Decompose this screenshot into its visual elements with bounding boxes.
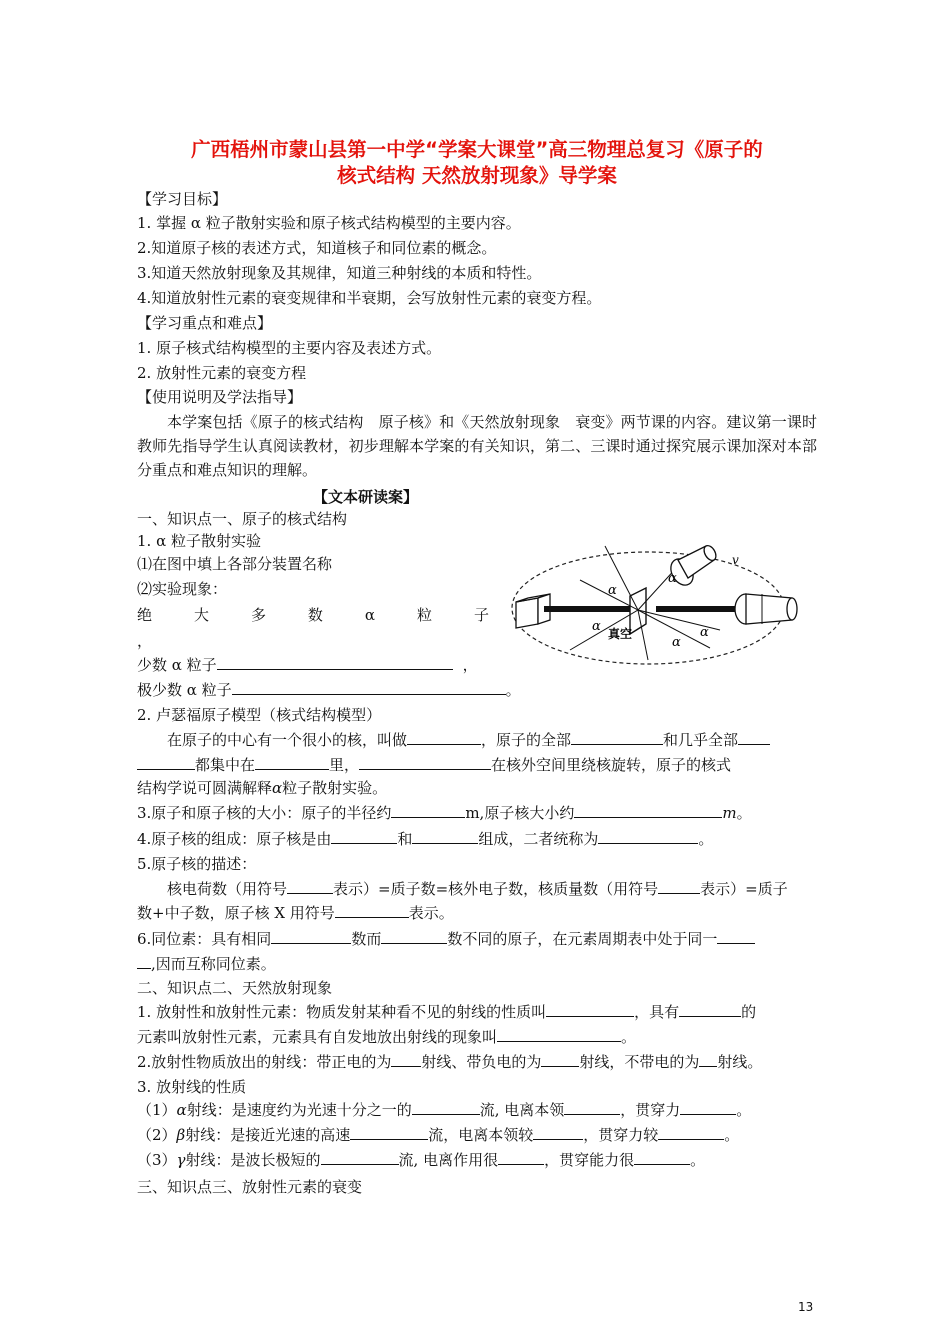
alpha-label: α xyxy=(592,619,601,634)
text: ，贯穿力较 xyxy=(583,1126,659,1144)
text: 和几乎全部 xyxy=(663,731,739,749)
fill-blank[interactable] xyxy=(335,902,409,918)
text: 1. 放射性和放射性元素：物质发射某种看不见的射线的性质叫 xyxy=(137,1003,547,1021)
fill-blank[interactable] xyxy=(381,928,447,944)
transmitted-beam xyxy=(656,606,736,612)
fill-blank[interactable] xyxy=(634,1149,690,1165)
text: 粒子散射实验。 xyxy=(282,779,388,797)
text: 。 xyxy=(698,830,714,848)
fill-blank[interactable] xyxy=(321,1149,399,1165)
text: 。 xyxy=(736,1101,752,1119)
fill-blank[interactable] xyxy=(564,1099,620,1115)
fill-blank[interactable] xyxy=(137,953,151,969)
fill-blank[interactable] xyxy=(533,1124,583,1140)
rutherford-line3 xyxy=(137,777,387,799)
text: 。 xyxy=(724,1126,740,1144)
key-point-2: 2. 放射性元素的衰变方程 xyxy=(137,364,307,382)
few-label: 少数 α 粒子 xyxy=(137,656,217,674)
item5-line1 xyxy=(167,878,788,900)
section1-item5: 5.原子核的描述： xyxy=(137,855,257,873)
fill-blank[interactable] xyxy=(350,1124,428,1140)
section1-item3 xyxy=(137,802,752,824)
text: 表示。 xyxy=(408,904,454,922)
fill-blank[interactable] xyxy=(541,1051,579,1067)
text: 在原子的中心有一个很小的核，叫做 xyxy=(167,731,408,749)
page-number: 13 xyxy=(798,1300,814,1314)
spread-word: 数 xyxy=(307,606,323,624)
key-point-1: 1. 原子核式结构模型的主要内容及表述方式。 xyxy=(137,339,442,357)
item5-line2 xyxy=(137,902,454,924)
goal-item-2: 2.知道原子核的表述方式，知道核子和同位素的概念。 xyxy=(137,239,497,257)
text: 数+中子数，原子核 X 用符号 xyxy=(137,904,335,922)
text: 表示）=质子数=核外电子数，核质量数（用符号 xyxy=(333,880,659,898)
text: 。 xyxy=(690,1151,706,1169)
text: m,原子核大小约 xyxy=(465,804,575,822)
fill-blank[interactable] xyxy=(717,928,755,944)
alpha-label: α xyxy=(608,583,617,598)
spread-word: 大 xyxy=(193,606,209,624)
rutherford-line2 xyxy=(137,754,731,776)
section2-item3: 3. 放射线的性质 xyxy=(137,1078,247,1096)
fill-blank[interactable] xyxy=(498,1149,544,1165)
fill-blank[interactable] xyxy=(680,1099,736,1115)
text: 结构学说可圆满解释 xyxy=(137,779,273,797)
text: （3） xyxy=(137,1151,177,1169)
fill-blank[interactable] xyxy=(391,802,465,818)
text: ，原子的全部 xyxy=(481,731,572,749)
fill-blank[interactable] xyxy=(232,679,506,695)
text: 组成，二者统称为 xyxy=(478,830,599,848)
text: 流, 电离作用很 xyxy=(398,1151,499,1169)
document-title-line2: 核式结构 天然放射现象》导学案 xyxy=(337,164,617,187)
alpha-symbol: α xyxy=(272,779,283,797)
section1-item2: 2. 卢瑟福原子模型（核式结构模型） xyxy=(137,706,382,724)
item6-line2 xyxy=(137,953,276,975)
alpha-label: α xyxy=(668,571,677,586)
text: 射线。 xyxy=(717,1053,763,1071)
text: 的 xyxy=(741,1003,757,1021)
reading-heading: 【文本研读案】 xyxy=(313,488,419,506)
text: 流, 电离本领 xyxy=(479,1101,565,1119)
alpha-symbol: α xyxy=(176,1101,187,1119)
text: （2） xyxy=(137,1126,177,1144)
section1-item1a: ⑴在图中填上各部分装置名称 xyxy=(137,555,333,573)
beta-ray-line xyxy=(137,1124,739,1146)
spread-comma: ， xyxy=(137,632,153,650)
text: 射线：是速度约为光速十分之一的 xyxy=(186,1101,412,1119)
section1-item1b: ⑵实验现象： xyxy=(137,580,228,598)
fill-blank[interactable] xyxy=(391,1051,421,1067)
fill-blank[interactable] xyxy=(412,828,478,844)
period: 。 xyxy=(505,681,521,699)
text: 6.同位素：具有相同 xyxy=(137,930,272,948)
text: 。 xyxy=(621,1028,637,1046)
microscope-detector-right xyxy=(735,594,797,624)
fill-blank[interactable] xyxy=(546,1001,634,1017)
fill-blank[interactable] xyxy=(287,878,333,894)
text: ,因而互称同位素。 xyxy=(151,955,276,973)
document-title-line1: 广西梧州市蒙山县第一中学“学案大课堂”高三物理总复习《原子的 xyxy=(191,138,763,161)
unit-m: m xyxy=(722,804,737,822)
section2-heading: 二、知识点二、天然放射现象 xyxy=(137,979,333,997)
text: 流，电离本领较 xyxy=(428,1126,534,1144)
few-particles-line xyxy=(137,654,478,676)
alpha-scattering-diagram xyxy=(510,538,805,670)
fill-blank[interactable] xyxy=(574,802,722,818)
text: ，贯穿能力很 xyxy=(544,1151,635,1169)
text: 里， xyxy=(329,756,360,774)
text: 2.放射性物质放出的射线：带正电的为 xyxy=(137,1053,392,1071)
text: 表示）=质子 xyxy=(700,880,788,898)
section2-item2 xyxy=(137,1051,762,1073)
text: ，贯穿力 xyxy=(620,1101,681,1119)
text: 元素叫放射性元素，元素具有自发地放出射线的现象叫 xyxy=(137,1028,498,1046)
velocity-label: v xyxy=(732,553,739,567)
text: 和 xyxy=(397,830,413,848)
fill-blank[interactable] xyxy=(412,1099,480,1115)
text: ，具有 xyxy=(634,1003,680,1021)
alpha-label: α xyxy=(700,625,709,640)
vacuum-label: 真空 xyxy=(608,627,633,641)
alpha-label: α xyxy=(672,635,681,650)
section3-heading: 三、知识点三、放射性元素的衰变 xyxy=(137,1178,363,1196)
text: 射线：是波长极短的 xyxy=(185,1151,321,1169)
comma: ， xyxy=(462,656,478,674)
section2-item1-line2 xyxy=(137,1026,636,1048)
goal-item-1: 1. 掌握 α 粒子散射实验和原子核式结构模型的主要内容。 xyxy=(137,214,521,232)
section1-item4 xyxy=(137,828,713,850)
fill-blank[interactable] xyxy=(359,754,491,770)
fill-blank[interactable] xyxy=(571,729,663,745)
spread-word: 子 xyxy=(473,606,489,624)
section1-item1: 1. α 粒子散射实验 xyxy=(137,532,261,550)
fill-blank[interactable] xyxy=(255,754,329,770)
text: 射线、带负电的为 xyxy=(421,1053,542,1071)
fill-blank[interactable] xyxy=(137,754,195,770)
spread-phrase xyxy=(137,604,489,626)
fill-blank[interactable] xyxy=(658,1124,724,1140)
section1-heading: 一、知识点一、原子的核式结构 xyxy=(137,510,348,528)
very-few-particles-line xyxy=(137,679,521,701)
rutherford-line1 xyxy=(167,729,770,751)
very-few-label: 极少数 α 粒子 xyxy=(137,681,232,699)
alpha-ray-line xyxy=(137,1099,751,1121)
text: 核电荷数（用符号 xyxy=(167,880,288,898)
text: 3.原子和原子核的大小：原子的半径约 xyxy=(137,804,392,822)
fill-blank[interactable] xyxy=(679,1001,741,1017)
text: 。 xyxy=(736,804,752,822)
text: 数而 xyxy=(351,930,382,948)
key-points-heading: 【学习重点和难点】 xyxy=(137,314,273,332)
fill-blank[interactable] xyxy=(407,729,481,745)
beta-symbol: β xyxy=(176,1126,186,1144)
text: 射线，不带电的为 xyxy=(579,1053,700,1071)
fill-blank[interactable] xyxy=(331,828,397,844)
text: 4.原子核的组成：原子核是由 xyxy=(137,830,332,848)
spread-word: α xyxy=(364,606,376,624)
section1-item6 xyxy=(137,928,755,950)
spread-word: 多 xyxy=(250,606,266,624)
text: （1） xyxy=(137,1101,177,1119)
goals-heading: 【学习目标】 xyxy=(137,190,228,208)
fill-blank[interactable] xyxy=(497,1026,621,1042)
text: 在核外空间里绕核旋转，原子的核式 xyxy=(491,756,732,774)
gamma-symbol: γ xyxy=(176,1151,186,1169)
gamma-ray-line xyxy=(137,1149,705,1171)
fill-blank[interactable] xyxy=(271,928,351,944)
spread-word: 粒 xyxy=(416,606,432,624)
goal-item-3: 3.知道天然放射现象及其规律，知道三种射线的本质和特性。 xyxy=(137,264,542,282)
usage-heading: 【使用说明及学法指导】 xyxy=(137,388,303,406)
fill-blank[interactable] xyxy=(738,729,770,745)
fill-blank[interactable] xyxy=(658,878,700,894)
fill-blank[interactable] xyxy=(217,654,453,670)
usage-paragraph: 本学案包括《原子的核式结构 原子核》和《天然放射现象 衰变》两节课的内容。建议第一课时教师先指导学生认真阅读教材，初步理解本学案的有关知识，第二、三课时通过探究展示课加深对本部分重点和难点知识的理解。 xyxy=(137,413,817,479)
text: 都集中在 xyxy=(195,756,256,774)
text: 数不同的原子，在元素周期表中处于同一 xyxy=(447,930,718,948)
alpha-beam xyxy=(544,606,636,612)
text: 射线：是接近光速的高速 xyxy=(185,1126,351,1144)
fill-blank[interactable] xyxy=(699,1051,717,1067)
section2-item1 xyxy=(137,1001,756,1023)
spread-word: 绝 xyxy=(137,606,153,624)
fill-blank[interactable] xyxy=(598,828,698,844)
goal-item-4: 4.知道放射性元素的衰变规律和半衰期，会写放射性元素的衰变方程。 xyxy=(137,289,602,307)
